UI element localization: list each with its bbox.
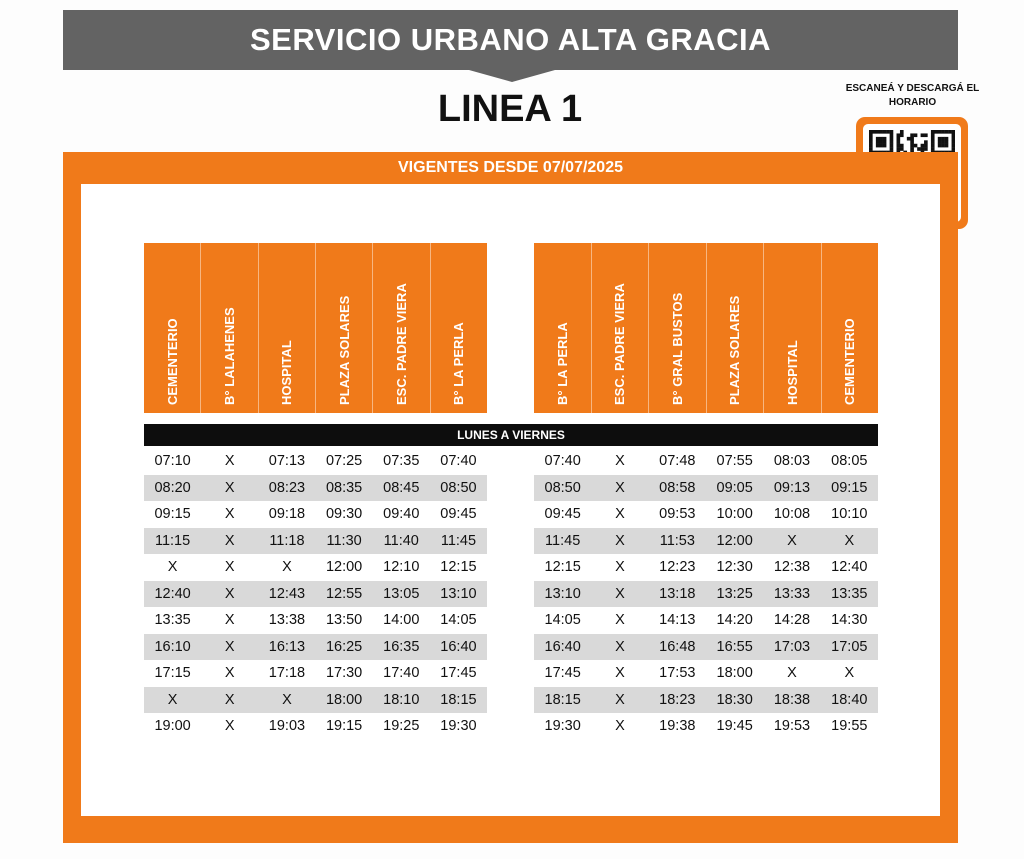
time-cell: 13:10 xyxy=(544,585,581,602)
time-cell: 11:18 xyxy=(269,532,305,549)
stop-header xyxy=(534,243,592,413)
time-cell: 12:00 xyxy=(325,559,363,576)
time-cell: 19:00 xyxy=(154,718,191,735)
time-cell: 11:40 xyxy=(383,532,419,549)
table-row xyxy=(144,528,487,555)
time-cell: 12:15 xyxy=(440,559,477,576)
time-cell: 17:45 xyxy=(440,665,477,682)
time-cell: 13:35 xyxy=(154,612,191,629)
stop-header xyxy=(649,243,707,413)
time-cell: 12:00 xyxy=(716,532,753,549)
time-cell: 19:55 xyxy=(831,718,868,735)
time-cell: 09:53 xyxy=(659,506,696,523)
inbound-timetable xyxy=(534,448,878,740)
time-cell: 18:00 xyxy=(716,665,753,682)
time-cell: 08:45 xyxy=(383,479,420,496)
time-cell: 19:15 xyxy=(325,718,363,735)
time-cell: 09:45 xyxy=(544,506,581,523)
stop-name: HOSPITAL xyxy=(784,340,800,405)
time-cell: 09:05 xyxy=(716,479,753,496)
time-cell: 18:00 xyxy=(325,691,363,708)
time-cell: X xyxy=(615,479,625,496)
time-cell: 17:53 xyxy=(659,665,696,682)
table-row xyxy=(534,687,878,714)
time-cell: 12:40 xyxy=(154,585,191,602)
time-cell: 13:33 xyxy=(773,585,811,602)
time-cell: 19:38 xyxy=(659,718,696,735)
stop-name: B° GRAL BUSTOS xyxy=(669,292,685,405)
time-cell: 19:53 xyxy=(773,718,811,735)
time-cell: 11:45 xyxy=(440,532,477,549)
table-row xyxy=(144,607,487,634)
time-cell: 08:23 xyxy=(268,479,306,496)
time-cell: 10:10 xyxy=(831,506,868,523)
time-cell: 08:35 xyxy=(325,479,363,496)
table-row xyxy=(534,554,878,581)
time-cell: 08:05 xyxy=(831,453,868,470)
time-cell: 18:30 xyxy=(716,691,753,708)
stop-header xyxy=(707,243,765,413)
outbound-stops-header xyxy=(144,243,487,413)
time-cell: 09:15 xyxy=(831,479,868,496)
table-row xyxy=(144,687,487,714)
time-cell: X xyxy=(615,532,625,549)
table-row xyxy=(534,448,878,475)
time-cell: 12:43 xyxy=(268,585,306,602)
time-cell: 12:15 xyxy=(544,559,581,576)
stop-header xyxy=(201,243,258,413)
stop-header xyxy=(822,243,879,413)
time-cell: 11:15 xyxy=(154,532,191,549)
time-cell: X xyxy=(224,638,235,655)
time-cell: X xyxy=(787,665,797,682)
time-cell: X xyxy=(615,665,625,682)
time-cell: 13:25 xyxy=(716,585,753,602)
time-cell: 12:23 xyxy=(659,559,696,576)
time-cell: 19:03 xyxy=(268,718,306,735)
qr-label: ESCANEÁ Y DESCARGÁ EL HORARIO xyxy=(845,83,980,108)
time-cell: X xyxy=(787,532,797,549)
time-cell: X xyxy=(615,506,625,523)
time-cell: 19:30 xyxy=(440,718,477,735)
time-cell: 14:28 xyxy=(773,612,811,629)
time-cell: 14:13 xyxy=(659,612,696,629)
time-cell: 09:30 xyxy=(325,506,363,523)
time-cell: X xyxy=(615,559,625,576)
time-cell: 19:45 xyxy=(716,718,753,735)
time-cell: 09:40 xyxy=(383,506,420,523)
time-cell: 16:48 xyxy=(659,638,696,655)
time-cell: X xyxy=(615,691,625,708)
time-cell: 07:55 xyxy=(716,453,753,470)
time-cell: X xyxy=(224,665,235,682)
time-cell: 11:30 xyxy=(326,532,362,549)
time-cell: 08:20 xyxy=(154,479,191,496)
inbound-stops-header xyxy=(534,243,878,413)
time-cell: X xyxy=(844,532,855,549)
time-cell: X xyxy=(224,718,235,735)
stop-name: PLAZA SOLARES xyxy=(336,295,352,405)
time-cell: 12:55 xyxy=(325,585,363,602)
time-cell: 14:30 xyxy=(831,612,868,629)
time-cell: 17:30 xyxy=(325,665,363,682)
stop-header xyxy=(259,243,316,413)
stop-name: B° LALAHENES xyxy=(221,307,237,405)
stop-name: CEMENTERIO xyxy=(164,318,180,405)
time-cell: 18:40 xyxy=(831,691,868,708)
stop-header xyxy=(316,243,373,413)
time-cell: 07:40 xyxy=(440,453,477,470)
time-cell: 08:58 xyxy=(659,479,696,496)
time-cell: 18:23 xyxy=(659,691,696,708)
time-cell: 14:05 xyxy=(440,612,477,629)
stop-header xyxy=(373,243,430,413)
time-cell: 16:35 xyxy=(383,638,420,655)
time-cell: X xyxy=(224,585,235,602)
day-label: LUNES A VIERNES xyxy=(457,428,565,442)
time-cell: 07:13 xyxy=(268,453,306,470)
table-row xyxy=(144,448,487,475)
table-row xyxy=(144,475,487,502)
time-cell: X xyxy=(224,506,235,523)
time-cell: 10:00 xyxy=(716,506,753,523)
time-cell: 17:18 xyxy=(268,665,306,682)
time-cell: 13:10 xyxy=(440,585,477,602)
time-cell: 13:50 xyxy=(325,612,363,629)
time-cell: X xyxy=(224,532,235,549)
time-cell: 19:25 xyxy=(383,718,420,735)
stop-name: B° LA PERLA xyxy=(451,322,467,405)
line-title: LINEA 1 xyxy=(437,88,583,130)
table-row xyxy=(534,581,878,608)
time-cell: 13:38 xyxy=(268,612,306,629)
time-cell: 16:13 xyxy=(268,638,306,655)
time-cell: 19:30 xyxy=(544,718,581,735)
table-row xyxy=(144,554,487,581)
table-row xyxy=(144,660,487,687)
banner-arrow xyxy=(469,70,555,82)
time-cell: 07:48 xyxy=(659,453,696,470)
title-banner xyxy=(63,10,958,70)
time-cell: 18:15 xyxy=(440,691,477,708)
time-cell: 18:38 xyxy=(773,691,811,708)
day-label-bar xyxy=(144,424,878,446)
time-cell: X xyxy=(224,453,235,470)
time-cell: 14:20 xyxy=(716,612,753,629)
time-cell: 08:50 xyxy=(440,479,477,496)
table-row xyxy=(534,660,878,687)
time-cell: 13:05 xyxy=(383,585,420,602)
table-row xyxy=(534,607,878,634)
time-cell: 17:40 xyxy=(383,665,420,682)
table-row xyxy=(144,634,487,661)
time-cell: 08:50 xyxy=(544,479,581,496)
time-cell: 09:15 xyxy=(154,506,191,523)
table-row xyxy=(534,528,878,555)
time-cell: X xyxy=(844,665,855,682)
time-cell: 11:53 xyxy=(659,532,695,549)
stop-name: ESC. PADRE VIERA xyxy=(393,283,409,405)
time-cell: 07:10 xyxy=(154,453,191,470)
time-cell: 12:38 xyxy=(773,559,811,576)
time-cell: 13:18 xyxy=(659,585,696,602)
time-cell: 08:03 xyxy=(773,453,811,470)
table-row xyxy=(144,581,487,608)
time-cell: 14:05 xyxy=(544,612,581,629)
time-cell: 09:18 xyxy=(268,506,306,523)
time-cell: 17:05 xyxy=(831,638,868,655)
time-cell: 18:15 xyxy=(544,691,581,708)
stop-header xyxy=(144,243,201,413)
time-cell: X xyxy=(224,691,235,708)
time-cell: X xyxy=(615,612,625,629)
time-cell: X xyxy=(282,691,292,708)
outbound-timetable xyxy=(144,448,487,740)
time-cell: 12:10 xyxy=(383,559,420,576)
table-row xyxy=(534,475,878,502)
time-cell: 16:40 xyxy=(440,638,477,655)
time-cell: 12:30 xyxy=(716,559,753,576)
stop-header xyxy=(431,243,487,413)
time-cell: 16:40 xyxy=(544,638,581,655)
time-cell: X xyxy=(282,559,292,576)
time-cell: 16:10 xyxy=(154,638,191,655)
table-row xyxy=(144,501,487,528)
time-cell: 17:03 xyxy=(773,638,811,655)
time-cell: X xyxy=(224,479,235,496)
service-title: SERVICIO URBANO ALTA GRACIA xyxy=(250,22,771,57)
table-row xyxy=(534,713,878,740)
stop-name: ESC. PADRE VIERA xyxy=(612,283,628,405)
time-cell: X xyxy=(615,638,625,655)
table-row xyxy=(144,713,487,740)
time-cell: 16:25 xyxy=(325,638,363,655)
stop-name: HOSPITAL xyxy=(279,340,295,405)
time-cell: 10:08 xyxy=(773,506,811,523)
time-cell: X xyxy=(224,612,235,629)
time-cell: 09:13 xyxy=(773,479,811,496)
time-cell: 07:40 xyxy=(544,453,581,470)
stop-name: PLAZA SOLARES xyxy=(727,295,743,405)
table-row xyxy=(534,501,878,528)
time-cell: 07:35 xyxy=(383,453,420,470)
time-cell: 17:45 xyxy=(544,665,581,682)
time-cell: X xyxy=(615,718,625,735)
table-row xyxy=(534,634,878,661)
time-cell: 14:00 xyxy=(383,612,420,629)
time-cell: X xyxy=(615,585,625,602)
time-cell: X xyxy=(615,453,625,470)
stop-header xyxy=(592,243,650,413)
stop-header xyxy=(764,243,822,413)
stop-name: CEMENTERIO xyxy=(842,318,858,405)
time-cell: 12:40 xyxy=(831,559,868,576)
time-cell: 09:45 xyxy=(440,506,477,523)
time-cell: 16:55 xyxy=(716,638,753,655)
valid-from-label: VIGENTES DESDE 07/07/2025 xyxy=(398,159,623,176)
time-cell: 11:45 xyxy=(545,532,581,549)
time-cell: X xyxy=(167,559,178,576)
stop-name: B° LA PERLA xyxy=(554,322,570,405)
time-cell: 07:25 xyxy=(325,453,363,470)
time-cell: 13:35 xyxy=(831,585,868,602)
time-cell: X xyxy=(167,691,178,708)
time-cell: 18:10 xyxy=(383,691,420,708)
time-cell: X xyxy=(224,559,235,576)
time-cell: 17:15 xyxy=(154,665,191,682)
